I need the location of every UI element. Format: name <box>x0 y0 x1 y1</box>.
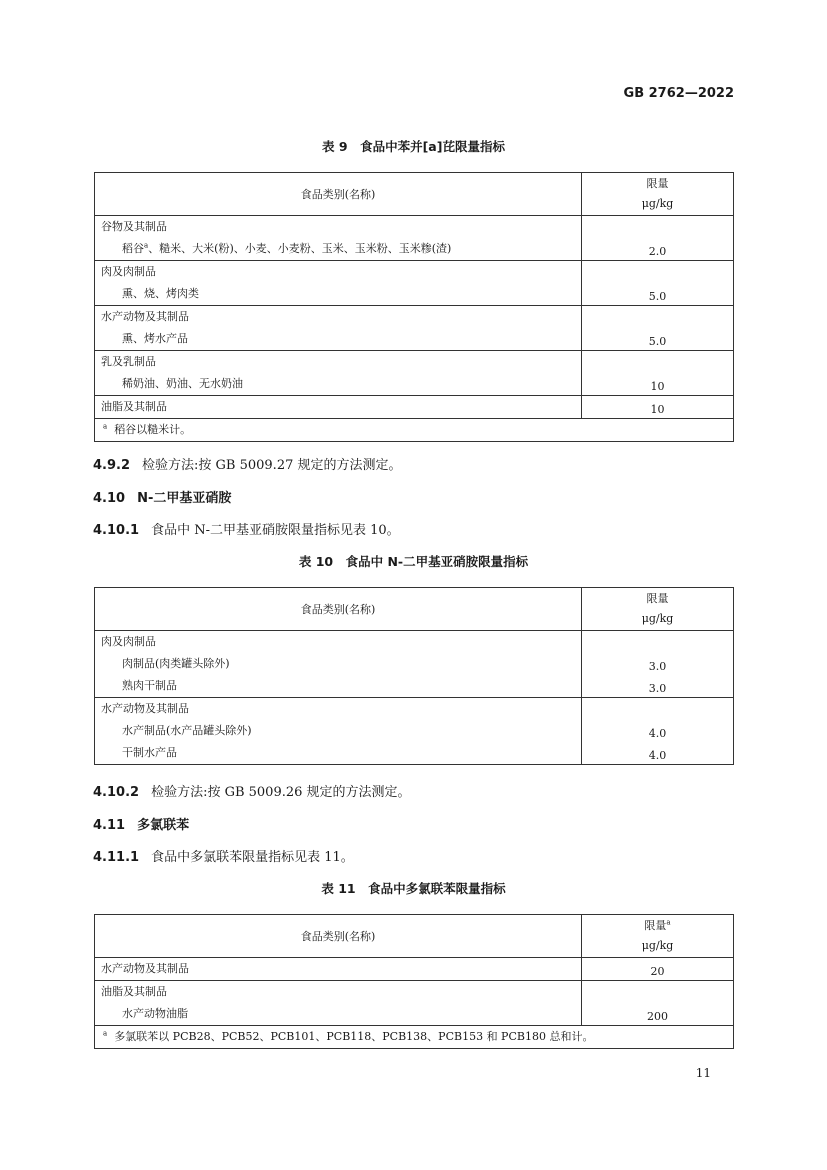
limit-value: 5.0 <box>648 290 667 303</box>
table11-caption: 表 11 食品中多氯联苯限量指标 <box>321 881 506 896</box>
table-row <box>95 396 734 419</box>
table-row <box>95 958 734 981</box>
category-cell: 乳及乳制品 <box>101 355 156 368</box>
category-cell: 油脂及其制品 <box>101 985 167 998</box>
table-row <box>95 981 734 1026</box>
item-cell: 熟肉干制品 <box>122 679 177 692</box>
table9 <box>94 172 734 442</box>
category-cell: 肉及肉制品 <box>101 265 156 278</box>
table10-caption: 表 10 食品中 N-二甲基亚硝胺限量指标 <box>298 554 529 569</box>
table10-col-limit: 限量 μg/kg <box>582 588 734 631</box>
table11-col-limit: 限量$^a$ μg/kg <box>582 915 734 958</box>
limit-value: 2.0 <box>648 245 667 258</box>
item-cell: 熏、烤水产品 <box>122 332 188 345</box>
page-number: 11 <box>695 1066 711 1080</box>
section-heading-4-10: 4.10 N-二甲基亚硝胺 <box>93 491 232 506</box>
category-cell: 油脂及其制品 <box>101 400 167 413</box>
limit-value: 4.0 <box>648 749 667 762</box>
limit-value: 4.0 <box>648 727 667 740</box>
category-cell: 水产动物及其制品 <box>101 310 189 323</box>
table-row <box>95 306 734 351</box>
limit-value: 10 <box>650 380 665 393</box>
table9-caption: 表 9 食品中苯并[a]芘限量指标 <box>322 139 505 154</box>
table10-col-name: 食品类别(名称) <box>95 588 582 631</box>
table-row <box>95 216 734 261</box>
limit-value: 10 <box>650 403 665 416</box>
limit-value: 200 <box>647 1010 668 1023</box>
paragraph-4-10-2: 4.10.2 检验方法:按 GB 5009.26 规定的方法测定。 <box>93 785 411 800</box>
category-cell: 水产动物及其制品 <box>101 702 189 715</box>
category-cell: 谷物及其制品 <box>101 220 167 233</box>
table-row <box>95 351 734 396</box>
item-cell: 水产动物油脂 <box>122 1007 188 1020</box>
limit-value: 3.0 <box>648 682 667 695</box>
limit-value: 20 <box>650 965 665 978</box>
limit-value: 5.0 <box>648 335 667 348</box>
item-cell: 稀奶油、奶油、无水奶油 <box>122 377 243 390</box>
limit-value: 3.0 <box>648 660 667 673</box>
paragraph-4-9-2: 4.9.2 检验方法:按 GB 5009.27 规定的方法测定。 <box>93 458 402 473</box>
table-row <box>95 698 734 765</box>
table-row <box>95 261 734 306</box>
table11-col-name: 食品类别(名称) <box>95 915 582 958</box>
item-cell: 干制水产品 <box>122 746 177 759</box>
table10 <box>94 587 734 765</box>
table11 <box>94 914 734 1049</box>
table9-footnote: $^a$ 稻谷以糙米计。 <box>103 422 192 436</box>
item-cell: 肉制品(肉类罐头除外) <box>122 657 230 670</box>
item-cell: 水产制品(水产品罐头除外) <box>122 724 252 737</box>
paragraph-4-11-1: 4.11.1 食品中多氯联苯限量指标见表 11。 <box>93 850 354 865</box>
category-cell: 水产动物及其制品 <box>101 962 189 975</box>
category-cell: 肉及肉制品 <box>101 635 156 648</box>
table-row <box>95 631 734 698</box>
table9-col-limit: 限量 μg/kg <box>582 173 734 216</box>
table11-footnote: $^a$ 多氯联苯以 PCB28、PCB52、PCB101、PCB118、PCB138、PCB153 和 PCB180 总和计。 <box>103 1029 594 1043</box>
item-cell: 熏、烧、烤肉类 <box>122 287 199 300</box>
standard-code: GB 2762—2022 <box>623 86 734 101</box>
table9-col-name: 食品类别(名称) <box>95 173 582 216</box>
item-cell: 稻谷$^a$、糙米、大米(粉)、小麦、小麦粉、玉米、玉米粉、玉米糁(渣) <box>122 241 452 255</box>
section-heading-4-11: 4.11 多氯联苯 <box>93 818 190 833</box>
paragraph-4-10-1: 4.10.1 食品中 N-二甲基亚硝胺限量指标见表 10。 <box>93 523 400 538</box>
